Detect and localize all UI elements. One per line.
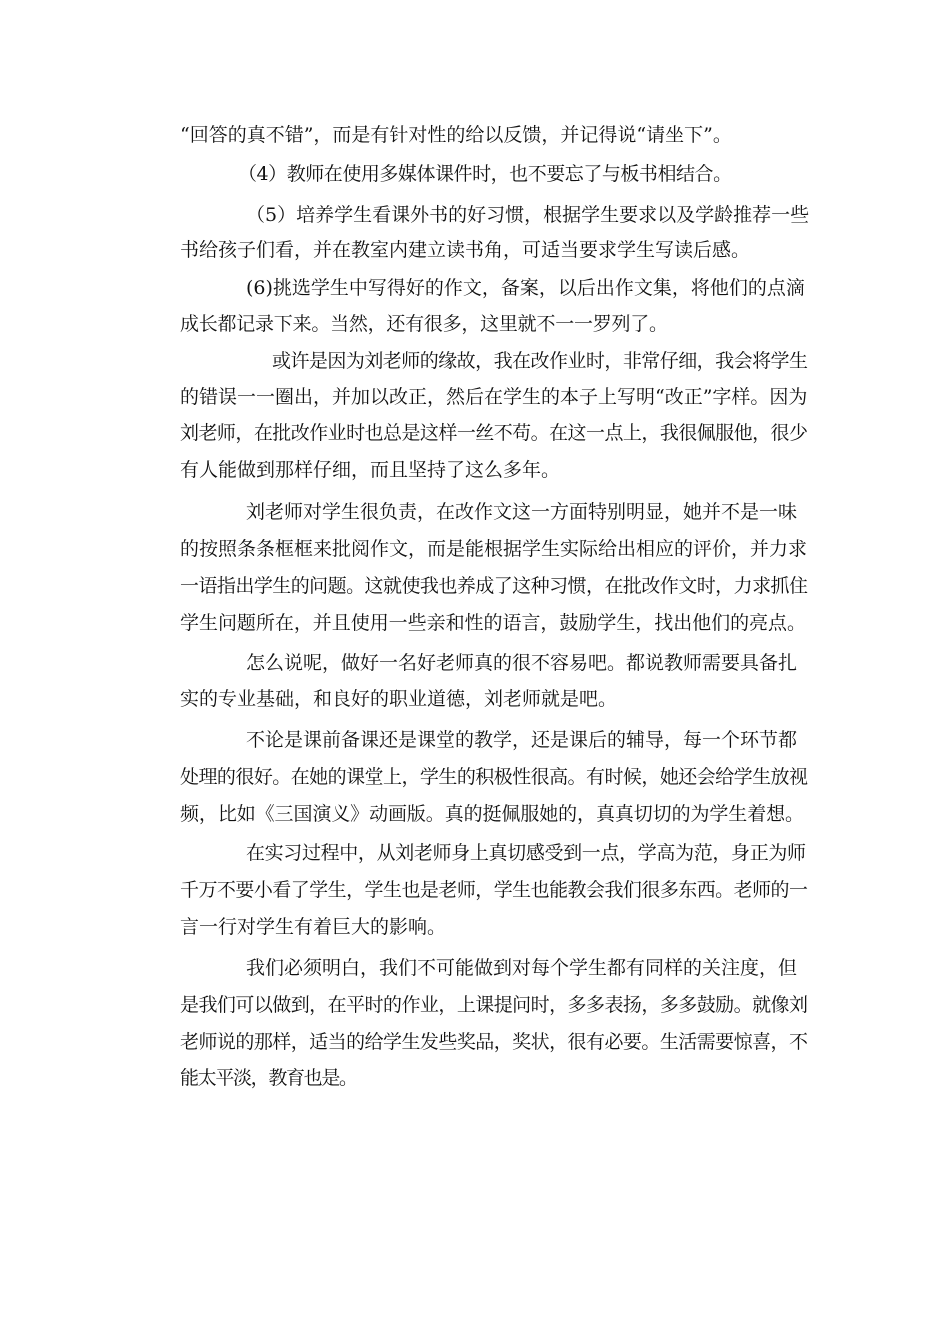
text-line: 成长都记录下来。当然，还有很多，这里就不一一罗列了。 [180, 313, 668, 335]
text-line: 不论是课前备课还是课堂的教学，还是课后的辅导，每一个环节都 [246, 729, 798, 751]
text-line: 或许是因为刘老师的缘故，我在改作业时，非常仔细，我会将学生 [272, 350, 808, 372]
text-line: 我们必须明白，我们不可能做到对每个学生都有同样的关注度，但 [246, 957, 798, 979]
text-line: “回答的真不错”，而是有针对性的给以反馈，并记得说“请坐下”。 [180, 124, 732, 146]
text-line: 处理的很好。在她的课堂上，学生的积极性很高。有时候，她还会给学生放视 [180, 766, 808, 788]
text-line: （4）教师在使用多媒体课件时，也不要忘了与板书相结合。 [238, 163, 732, 185]
text-line: 千万不要小看了学生，学生也是老师，学生也能教会我们很多东西。老师的一 [180, 879, 808, 901]
text-line: 有人能做到那样仔细，而且坚持了这么多年。 [180, 459, 561, 481]
text-line: （5）培养学生看课外书的好习惯，根据学生要求以及学龄推荐一些 [246, 204, 810, 226]
text-line: 刘老师，在批改作业时也总是这样一丝不苟。在这一点上，我很佩服他，很少 [180, 422, 808, 444]
text-line: 的按照条条框框来批阅作文，而是能根据学生实际给出相应的评价，并力求 [180, 538, 808, 560]
text-line: 的错误一一圈出，并加以改正，然后在学生的本子上写明“改正”字样。因为 [180, 386, 808, 408]
text-line: (6)挑选学生中写得好的作文，备案，以后出作文集，将他们的点滴 [246, 277, 805, 299]
text-line: 怎么说呢，做好一名好老师真的很不容易吧。都说教师需要具备扎 [246, 652, 798, 674]
text-line: 实的专业基础，和良好的职业道德，刘老师就是吧。 [180, 688, 618, 710]
text-line: 是我们可以做到，在平时的作业，上课提问时，多多表扬，多多鼓励。就像刘 [180, 994, 808, 1016]
text-line: 一语指出学生的问题。这就使我也养成了这种习惯，在批改作文时，力求抓住 [180, 575, 808, 597]
text-line: 书给孩子们看，并在教室内建立读书角，可适当要求学生写读后感。 [180, 239, 751, 261]
text-line: 学生问题所在，并且使用一些亲和性的语言，鼓励学生，找出他们的亮点。 [180, 612, 806, 634]
text-line: 言一行对学生有着巨大的影响。 [180, 916, 447, 938]
text-line: 能太平淡，教育也是。 [180, 1067, 357, 1089]
text-line: 频，比如《三国演义》动画版。真的挺佩服她的，真真切切的为学生着想。 [180, 803, 804, 825]
text-line: 刘老师对学生很负责，在改作文这一方面特别明显，她并不是一味 [246, 501, 798, 523]
text-line: 老师说的那样，适当的给学生发些奖品，奖状，很有必要。生活需要惊喜，不 [180, 1031, 808, 1053]
text-line: 在实习过程中，从刘老师身上真切感受到一点，学高为范，身正为师 [246, 842, 806, 864]
